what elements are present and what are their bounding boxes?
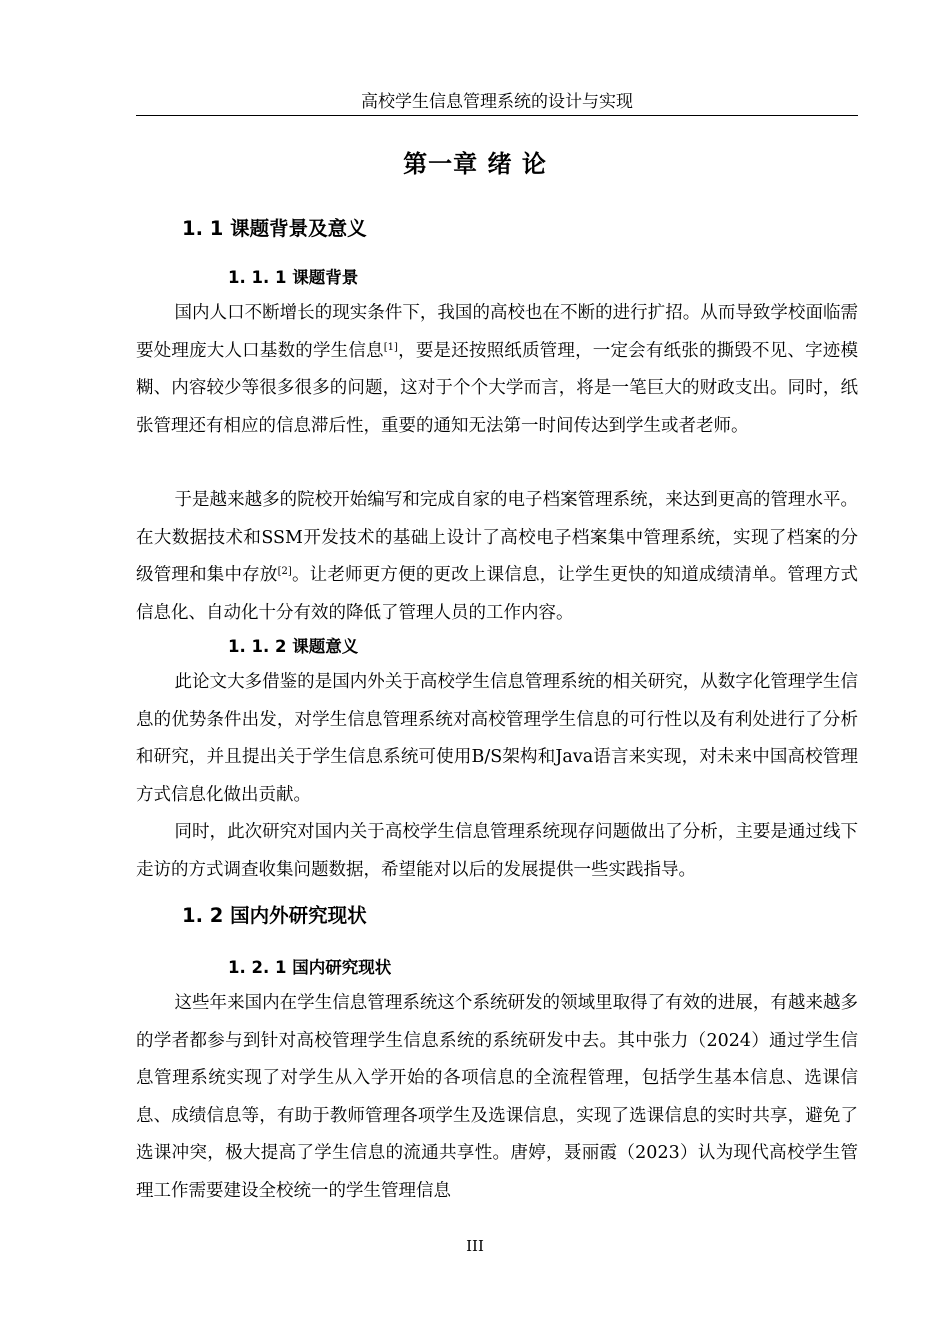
paragraph-background-1 — [136, 295, 858, 445]
section-heading-1-1: 1. 1 课题背景及意义 — [182, 217, 367, 240]
paragraph-text: ，要是还按照纸质管理，一定会有纸张的撕毁不见、字迹模糊、内容较少等很多很多的问题，这对于个个大学而言，将是一笔巨大的财政支出。同时，纸张管理还有相应的信息滞后性，重要的通知无法第一时间传达到学生或者老师。 — [136, 340, 859, 436]
subsection-heading-1-1-2: 1. 1. 2 课题意义 — [228, 637, 359, 656]
paragraph-background-2 — [136, 482, 858, 632]
page-number: III — [466, 1237, 484, 1255]
paragraph-significance-1: 此论文大多借鉴的是国内外关于高校学生信息管理系统的相关研究，从数字化管理学生信息的优势条件出发，对学生信息管理系统对高校管理学生信息的可行性以及有利处进行了分析和研究，并且提出关于学生信息系统可使用B/S架构和Java语言来实现，对未来中国高校管理方式信息化做出贡献。 — [136, 672, 858, 805]
paragraph-text: 。让老师更方便的更改上课信息，让学生更快的知道成绩清单。管理方式信息化、自动化十分有效的降低了管理人员的工作内容。 — [136, 565, 859, 623]
citation-ref-1: [1] — [383, 341, 398, 353]
citation-ref-2: [2] — [277, 566, 292, 577]
paragraph-domestic-research: 这些年来国内在学生信息管理系统这个系统研发的领域里取得了有效的进展，有越来越多的学者都参与到针对高校管理学生信息系统的系统研发中去。其中张力（2024）通过学生信息管理系统实现了对学生从入学开始的各项信息的全流程管理，包括学生基本信息、选课信息、成绩信息等，有助于教师管理各项学生及选课信息，实现了选课信息的实时共享，避免了选课冲突，极大提高了学生信息的流通共享性。唐婷，聂丽霞（2023）认为现代高校学生管理工作需要建设全校统一的学生管理信息 — [136, 993, 858, 1201]
paragraph-text: 国内人口不断增长的现实条件下，我国的高校也在不断的进行扩招。从而导致学校面临需要处理庞大人口基数的学生信息 — [136, 303, 858, 361]
section-heading-1-2: 1. 2 国内外研究现状 — [182, 904, 367, 927]
subsection-heading-1-2-1: 1. 2. 1 国内研究现状 — [228, 958, 392, 977]
paragraph-significance-2: 同时，此次研究对国内关于高校学生信息管理系统现存问题做出了分析，主要是通过线下走访的方式调查收集问题数据，希望能对以后的发展提供一些实践指导。 — [136, 822, 858, 880]
paragraph-text: 于是越来越多的院校开始编写和完成自家的电子档案管理系统，来达到更高的管理水平。在大数据技术和SSM开发技术的基础上设计了高校电子档案集中管理系统，实现了档案的分级管理和集中存放 — [136, 490, 858, 585]
chapter-title: 第一章 绪 论 — [403, 150, 547, 178]
running-header: 高校学生信息管理系统的设计与实现 — [136, 90, 858, 116]
subsection-heading-1-1-1: 1. 1. 1 课题背景 — [228, 268, 359, 287]
